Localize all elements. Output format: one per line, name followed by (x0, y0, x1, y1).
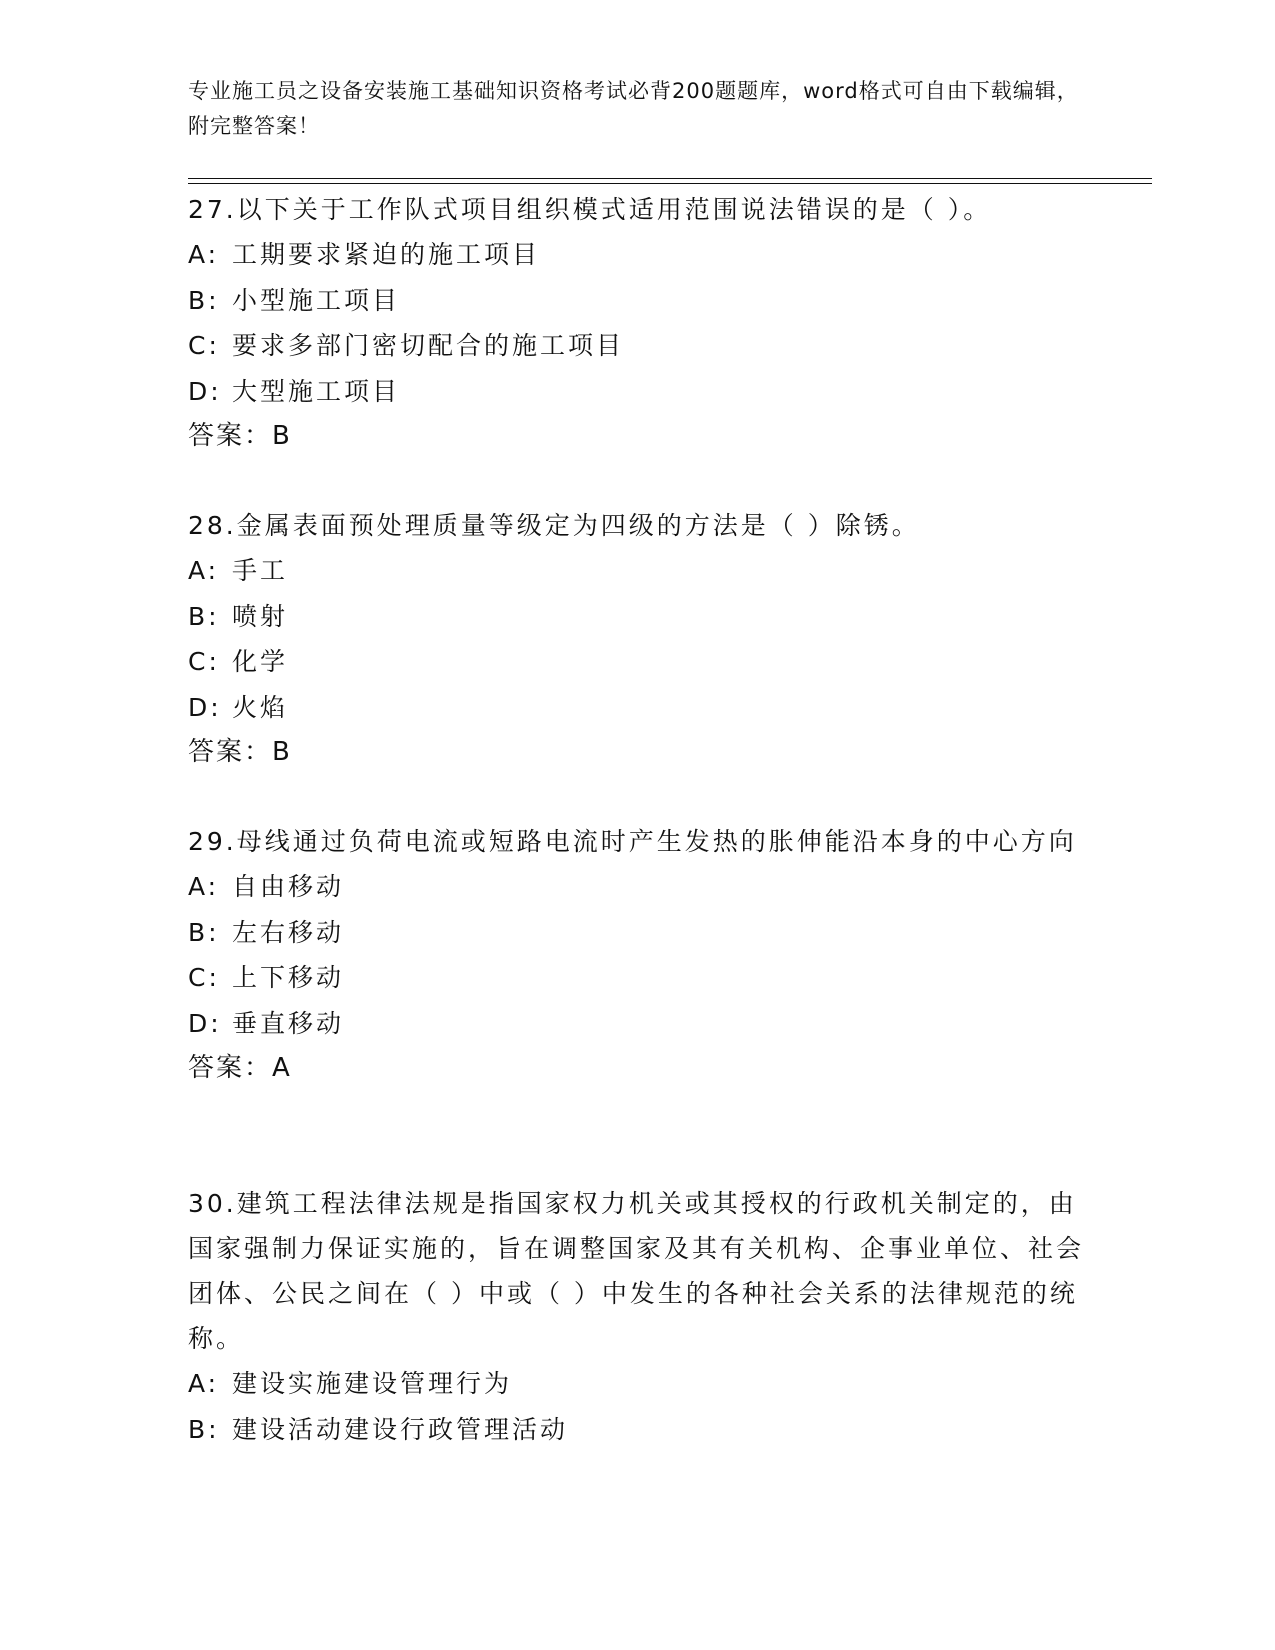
option-text: 化学 (232, 647, 289, 676)
option-b (188, 594, 1088, 640)
option-text: 要求多部门密切配合的施工项目 (232, 331, 625, 360)
option-b (188, 910, 1088, 956)
option-text: 垂直移动 (232, 1008, 345, 1038)
document-header: 专业施工员之设备安装施工基础知识资格考试必背200题题库，word格式可自由下载编辑，附完整答案！ (188, 79, 1079, 138)
option-a (188, 1361, 1088, 1407)
option-letter: D: (188, 692, 222, 722)
option-letter: C: (188, 331, 220, 360)
option-c (188, 639, 1088, 685)
option-letter: A: (188, 556, 220, 585)
option-letter: B: (188, 917, 220, 947)
answer-line: 答案：B (188, 737, 292, 767)
header-divider-top (188, 178, 1152, 179)
question-27 (188, 187, 1088, 459)
option-letter: C: (188, 963, 220, 992)
option-text: 建设实施建设管理行为 (232, 1369, 513, 1398)
question-28 (188, 503, 1088, 775)
option-letter: B: (188, 285, 220, 315)
option-letter: B: (188, 601, 220, 631)
option-letter: A: (188, 872, 220, 901)
answer-line: 答案：B (188, 421, 292, 451)
option-letter: A: (188, 1369, 220, 1398)
option-text: 左右移动 (232, 917, 345, 947)
answer-line: 答案：A (188, 1053, 292, 1083)
question-stem: 27.以下关于工作队式项目组织模式适用范围说法错误的是（ ）。 (188, 195, 992, 224)
option-letter: C: (188, 647, 220, 676)
option-letter: D: (188, 376, 222, 406)
option-a (188, 864, 1088, 910)
option-text: 上下移动 (232, 963, 345, 992)
option-text: 火焰 (232, 692, 289, 722)
option-letter: B: (188, 1414, 220, 1444)
option-b (188, 278, 1088, 324)
question-stem: 28.金属表面预处理质量等级定为四级的方法是（ ）除锈。 (188, 511, 920, 540)
option-d (188, 369, 1088, 415)
question-29 (188, 819, 1088, 1091)
option-letter: D: (188, 1008, 222, 1038)
option-c (188, 323, 1088, 369)
option-text: 喷射 (232, 601, 289, 631)
option-text: 手工 (232, 556, 289, 585)
option-letter: A: (188, 240, 220, 269)
option-text: 自由移动 (232, 872, 345, 901)
option-text: 大型施工项目 (232, 376, 401, 406)
option-a (188, 232, 1088, 278)
option-text: 小型施工项目 (232, 285, 401, 315)
question-stem: 29.母线通过负荷电流或短路电流时产生发热的胀伸能沿本身的中心方向 (188, 827, 1077, 856)
header-divider-bottom (188, 183, 1152, 184)
option-b (188, 1407, 1088, 1453)
option-text: 建设活动建设行政管理活动 (232, 1414, 569, 1444)
question-stem: 30.建筑工程法律法规是指国家权力机关或其授权的行政机关制定的，由国家强制力保证实施的，旨在调整国家及其有关机构、企事业单位、社会团体、公民之间在（ ）中或（ ）中发生的各种社会关系的法律规范的统称。 (188, 1189, 1085, 1353)
option-c (188, 955, 1088, 1001)
option-d (188, 1001, 1088, 1047)
option-text: 工期要求紧迫的施工项目 (232, 240, 541, 269)
option-d (188, 685, 1088, 731)
option-a (188, 548, 1088, 594)
question-30 (188, 1181, 1088, 1452)
